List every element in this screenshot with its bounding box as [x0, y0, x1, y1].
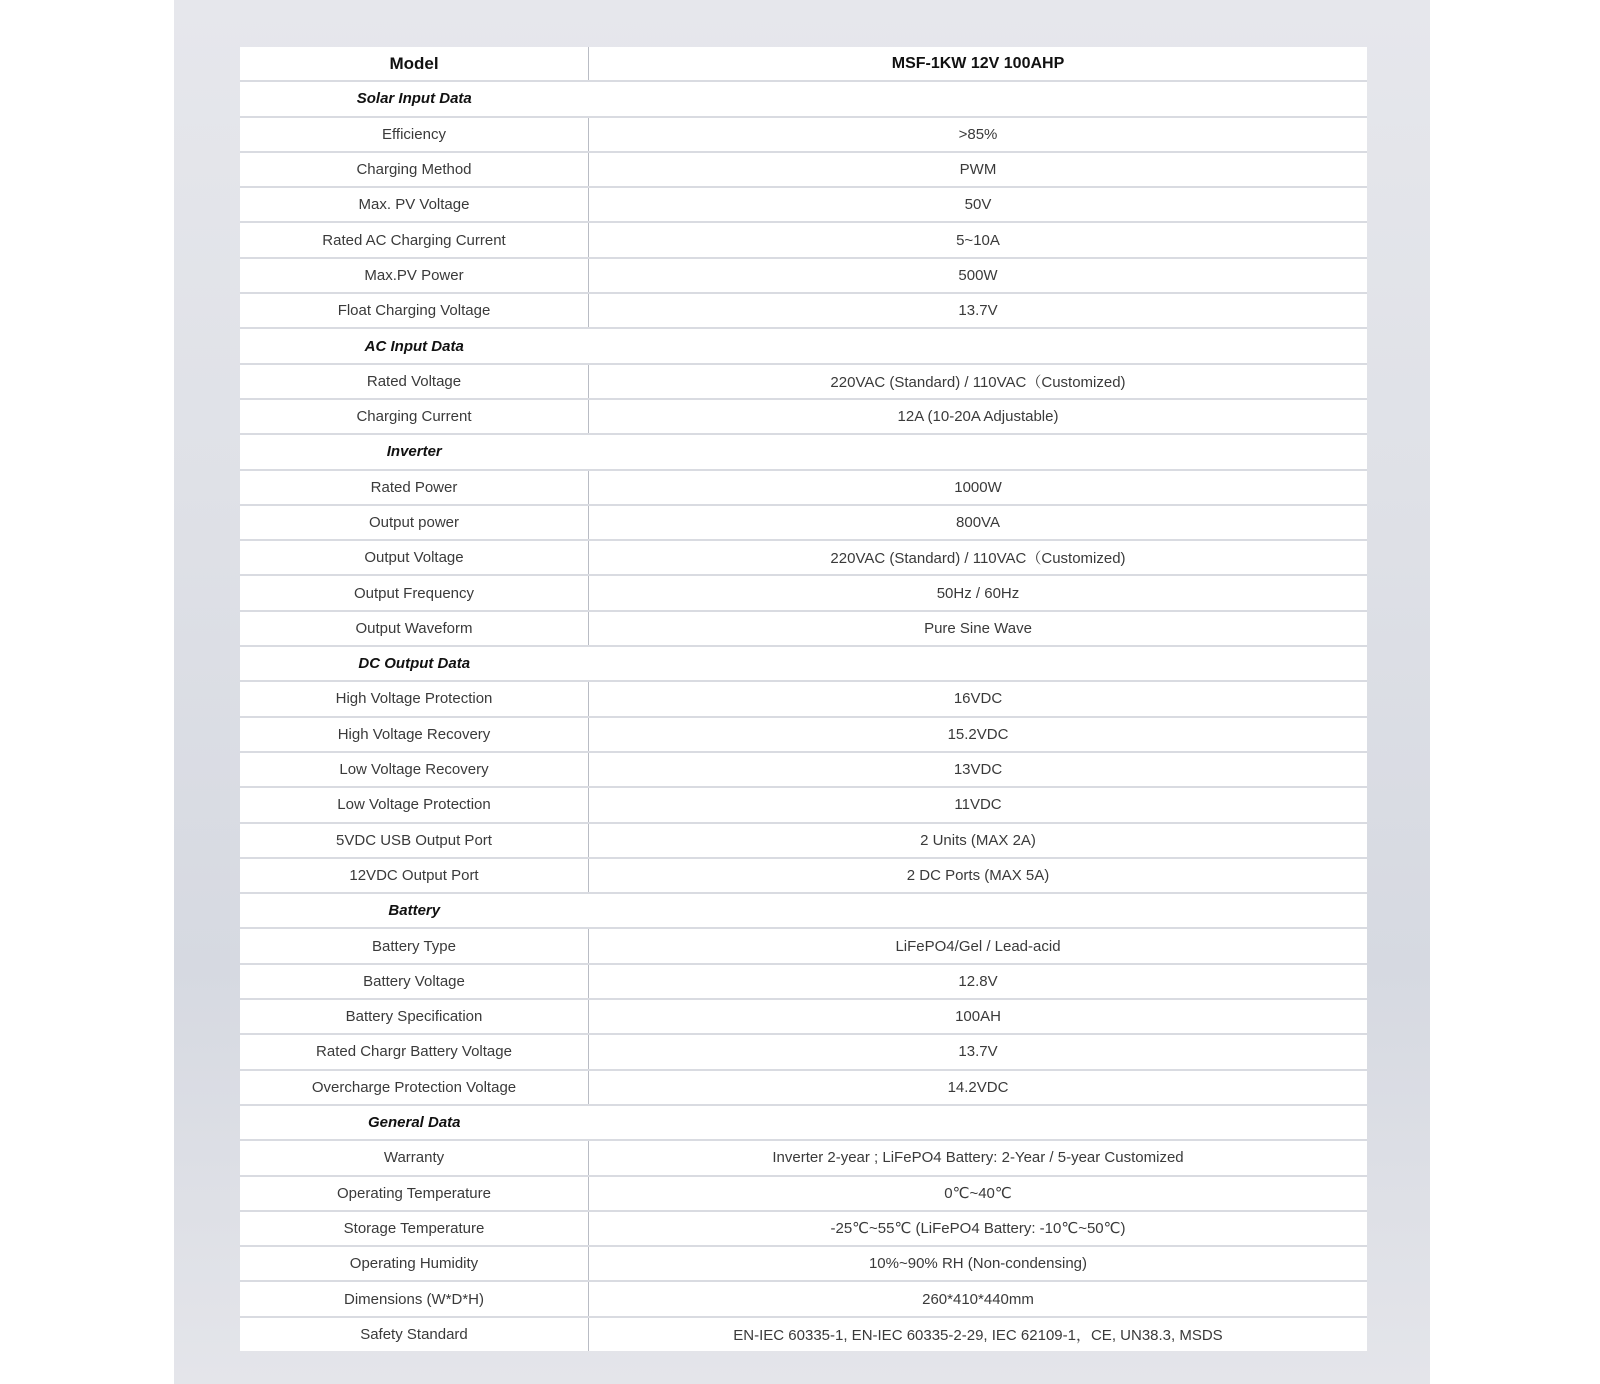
- spec-label: Operating Humidity: [240, 1246, 589, 1281]
- spec-label: Charging Method: [240, 152, 589, 187]
- spec-value: -25℃~55℃ (LiFePO4 Battery: -10℃~50℃): [589, 1211, 1368, 1246]
- section-blank-cell: [589, 893, 1368, 928]
- spec-value: Inverter 2-year ; LiFePO4 Battery: 2-Year / 5-year Customized: [589, 1140, 1368, 1175]
- section-blank-cell: [589, 434, 1368, 469]
- spec-label: Rated Power: [240, 470, 589, 505]
- spec-value: Pure Sine Wave: [589, 611, 1368, 646]
- spec-row: [240, 293, 1367, 328]
- spec-row: [240, 611, 1367, 646]
- spec-row: [240, 823, 1367, 858]
- section-header-row: [240, 646, 1367, 681]
- spec-row: [240, 505, 1367, 540]
- spec-row: [240, 117, 1367, 152]
- spec-label: Battery Voltage: [240, 964, 589, 999]
- spec-row: [240, 575, 1367, 610]
- section-title: DC Output Data: [240, 646, 589, 681]
- spec-label: High Voltage Protection: [240, 681, 589, 716]
- section-blank-cell: [589, 1105, 1368, 1140]
- spec-value: 13VDC: [589, 752, 1368, 787]
- spec-row: [240, 964, 1367, 999]
- spec-row: [240, 717, 1367, 752]
- spec-row: [240, 1317, 1367, 1351]
- spec-value: 220VAC (Standard) / 110VAC（Customized): [589, 540, 1368, 575]
- spec-label: Float Charging Voltage: [240, 293, 589, 328]
- spec-value: 50Hz / 60Hz: [589, 575, 1368, 610]
- model-header-row: [240, 47, 1367, 81]
- spec-value: 2 DC Ports (MAX 5A): [589, 858, 1368, 893]
- spec-value: 500W: [589, 258, 1368, 293]
- spec-label: Output Voltage: [240, 540, 589, 575]
- spec-row: [240, 928, 1367, 963]
- spec-label: Max. PV Voltage: [240, 187, 589, 222]
- spec-row: [240, 222, 1367, 257]
- spec-row: [240, 681, 1367, 716]
- spec-row: [240, 1070, 1367, 1105]
- spec-row: [240, 858, 1367, 893]
- spec-row: [240, 399, 1367, 434]
- spec-value: LiFePO4/Gel / Lead-acid: [589, 928, 1368, 963]
- spec-label: Storage Temperature: [240, 1211, 589, 1246]
- spec-label: Efficiency: [240, 117, 589, 152]
- spec-label: Output Frequency: [240, 575, 589, 610]
- spec-value: EN-IEC 60335-1, EN-IEC 60335-2-29, IEC 62109-1，CE, UN38.3, MSDS: [589, 1317, 1368, 1351]
- model-header-value: MSF-1KW 12V 100AHP: [589, 47, 1368, 81]
- spec-value: 800VA: [589, 505, 1368, 540]
- spec-value: 13.7V: [589, 1034, 1368, 1069]
- model-header-label: Model: [240, 47, 589, 81]
- spec-label: Output Waveform: [240, 611, 589, 646]
- section-title: Inverter: [240, 434, 589, 469]
- section-blank-cell: [589, 328, 1368, 363]
- spec-label: Battery Type: [240, 928, 589, 963]
- spec-row: [240, 540, 1367, 575]
- spec-label: Battery Specification: [240, 999, 589, 1034]
- spec-row: [240, 752, 1367, 787]
- spec-row: [240, 1211, 1367, 1246]
- section-header-row: [240, 328, 1367, 363]
- spec-row: [240, 187, 1367, 222]
- section-title: AC Input Data: [240, 328, 589, 363]
- spec-value: 260*410*440mm: [589, 1281, 1368, 1316]
- spec-value: 12.8V: [589, 964, 1368, 999]
- spec-value: 2 Units (MAX 2A): [589, 823, 1368, 858]
- spec-label: Dimensions (W*D*H): [240, 1281, 589, 1316]
- spec-label: Rated Voltage: [240, 364, 589, 399]
- spec-row: [240, 1281, 1367, 1316]
- spec-label: Rated Chargr Battery Voltage: [240, 1034, 589, 1069]
- spec-value: 13.7V: [589, 293, 1368, 328]
- spec-row: [240, 364, 1367, 399]
- section-header-row: [240, 434, 1367, 469]
- spec-label: Output power: [240, 505, 589, 540]
- spec-row: [240, 152, 1367, 187]
- spec-label: Low Voltage Protection: [240, 787, 589, 822]
- spec-value: PWM: [589, 152, 1368, 187]
- spec-label: Operating Temperature: [240, 1176, 589, 1211]
- specification-table-body: [240, 47, 1367, 1351]
- spec-row: [240, 1176, 1367, 1211]
- spec-row: [240, 787, 1367, 822]
- spec-value: 14.2VDC: [589, 1070, 1368, 1105]
- spec-row: [240, 470, 1367, 505]
- spec-value: 11VDC: [589, 787, 1368, 822]
- spec-label: Warranty: [240, 1140, 589, 1175]
- spec-label: 5VDC USB Output Port: [240, 823, 589, 858]
- spec-value: 12A (10-20A Adjustable): [589, 399, 1368, 434]
- spec-label: Max.PV Power: [240, 258, 589, 293]
- section-title: Solar Input Data: [240, 81, 589, 116]
- section-title: General Data: [240, 1105, 589, 1140]
- spec-label: Safety Standard: [240, 1317, 589, 1351]
- spec-value: 1000W: [589, 470, 1368, 505]
- background-panel: [174, 0, 1430, 1384]
- spec-value: >85%: [589, 117, 1368, 152]
- spec-row: [240, 258, 1367, 293]
- spec-value: 50V: [589, 187, 1368, 222]
- spec-value: 100AH: [589, 999, 1368, 1034]
- section-blank-cell: [589, 81, 1368, 116]
- spec-label: Low Voltage Recovery: [240, 752, 589, 787]
- section-header-row: [240, 893, 1367, 928]
- spec-label: Overcharge Protection Voltage: [240, 1070, 589, 1105]
- section-blank-cell: [589, 646, 1368, 681]
- spec-value: 10%~90% RH (Non-condensing): [589, 1246, 1368, 1281]
- spec-label: Charging Current: [240, 399, 589, 434]
- spec-row: [240, 1140, 1367, 1175]
- spec-value: 220VAC (Standard) / 110VAC（Customized): [589, 364, 1368, 399]
- spec-row: [240, 1246, 1367, 1281]
- spec-value: 15.2VDC: [589, 717, 1368, 752]
- spec-row: [240, 999, 1367, 1034]
- spec-label: High Voltage Recovery: [240, 717, 589, 752]
- spec-label: 12VDC Output Port: [240, 858, 589, 893]
- spec-value: 16VDC: [589, 681, 1368, 716]
- section-header-row: [240, 81, 1367, 116]
- spec-value: 5~10A: [589, 222, 1368, 257]
- section-title: Battery: [240, 893, 589, 928]
- spec-label: Rated AC Charging Current: [240, 222, 589, 257]
- spec-value: 0℃~40℃: [589, 1176, 1368, 1211]
- spec-row: [240, 1034, 1367, 1069]
- section-header-row: [240, 1105, 1367, 1140]
- specification-table: [240, 47, 1367, 1351]
